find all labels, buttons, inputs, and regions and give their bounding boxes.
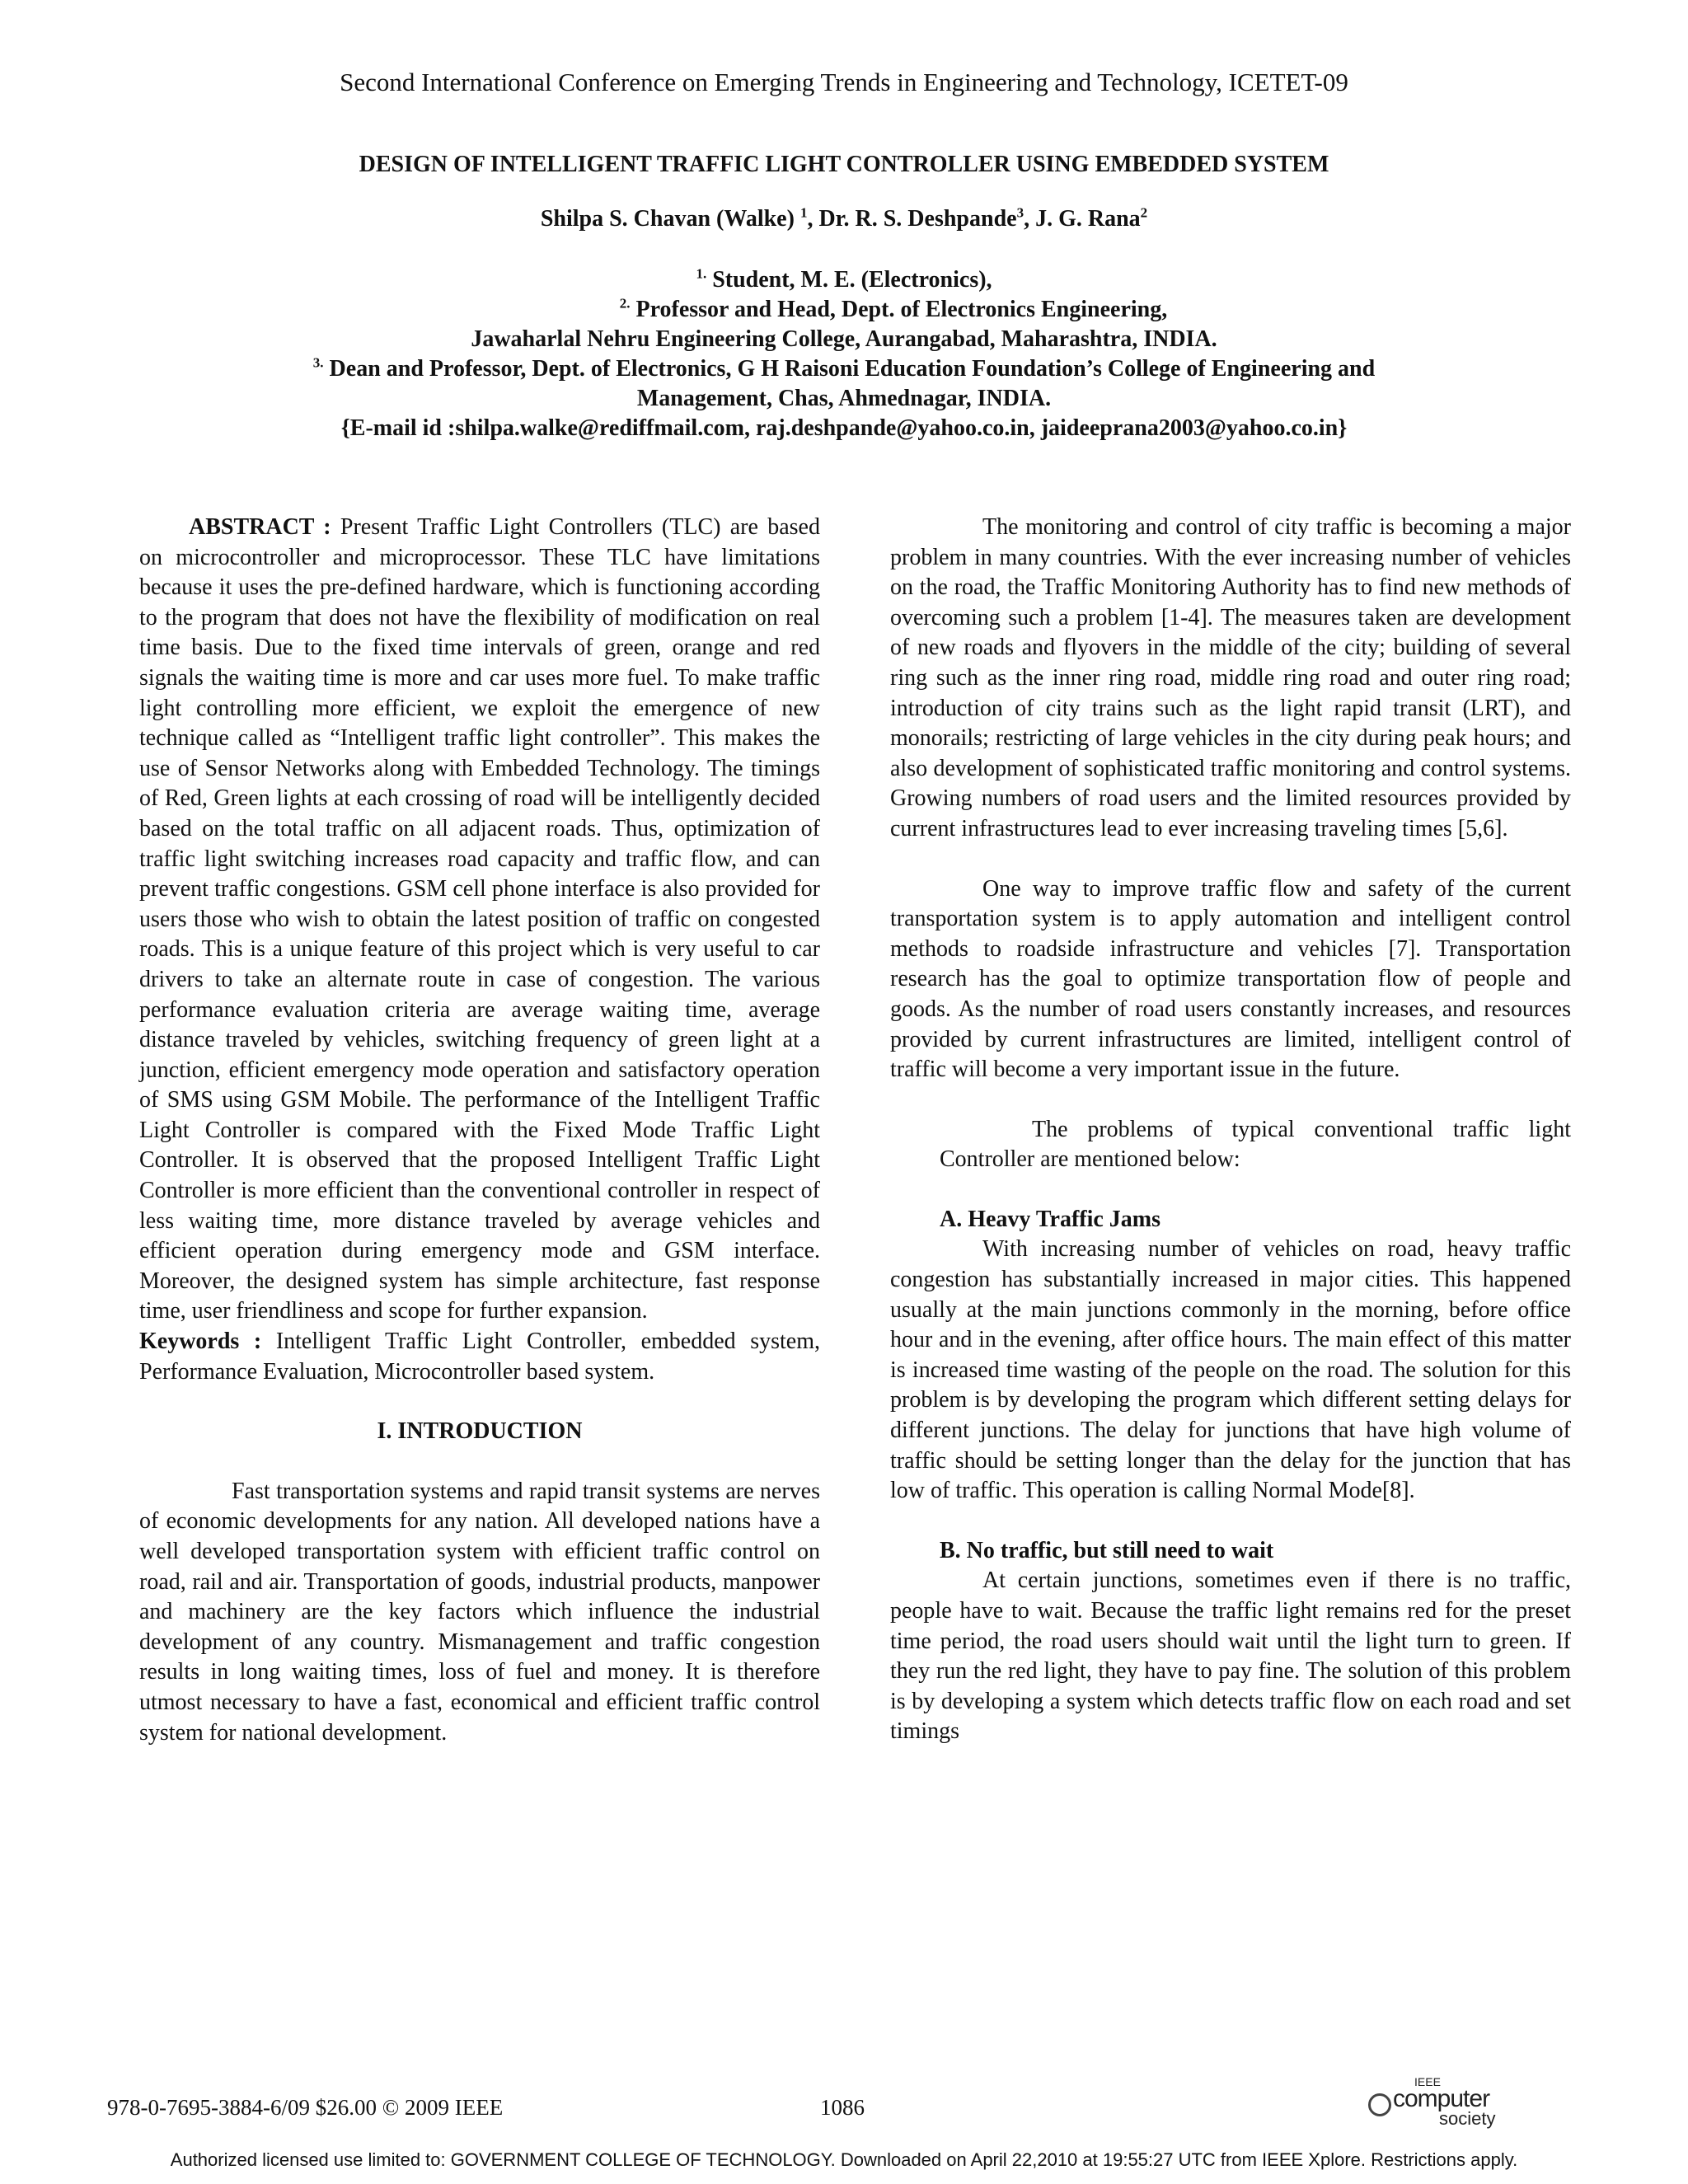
email-line: {E-mail id :shilpa.walke@rediffmail.com, raj.deshpande@yahoo.co.in, jaideeprana2003@yahoo.co.in}	[340, 415, 1348, 441]
introduction-paragraph: Fast transportation systems and rapid transit systems are nerves of economic developments for any nation. All developed nations have a well developed transportation system with efficient traffic control on road, rail and air. Transportation of goods, industrial products, manpower and machinery are the key factors which influence the industrial development of any country. Mismanagement and traffic congestion results in long waiting times, loss of fuel and money. It is therefore utmost necessary to have a fast, economical and efficient traffic control system for national development.	[139, 1478, 820, 1746]
globe-icon	[1368, 2093, 1391, 2116]
affiliation-4-mark: 3.	[312, 354, 324, 371]
left-column	[139, 513, 820, 1748]
author-3: , J. G. Rana	[1024, 206, 1141, 232]
intro-paragraph-3: One way to improve traffic flow and safety of the current transportation system is to apply automation and intelligent control methods to roadside infrastructure and vehicles [7]. Transportation research has the goal to optimize transportation flow of people and goods. As the number of road users constantly increases, and resources provided by current infrastructures are limited, intelligent control of traffic will become a very important issue in the future.	[890, 875, 1571, 1083]
author-2: , Dr. R. S. Deshpande	[807, 206, 1017, 232]
affiliation-1-mark: 1.	[696, 265, 707, 282]
affiliation-2-mark: 2.	[619, 295, 631, 312]
affiliation-2-text: Professor and Head, Dept. of Electronics Engineering,	[630, 297, 1168, 322]
author-1: Shilpa S. Chavan (Walke)	[540, 206, 800, 232]
subsection-a-paragraph: With increasing number of vehicles on road, heavy traffic congestion has substantially increased in major cities. This happened usually at the main junctions commonly in the morning, before office hour and in the evening, after office hours. The main effect of this matter is increased time wasting of the people on the road. The solution for this problem is by developing the program which different setting delays for different junctions. The delay for junctions that have high volume of traffic should be setting longer than the delay for the junction that has low of traffic. This operation is calling Normal Mode[8].	[890, 1236, 1571, 1504]
license-notice: Authorized licensed use limited to: GOVERNMENT COLLEGE OF TECHNOLOGY. Downloaded on April 22,2010 at 19:55:27 UTC from IEEE Xplore. Restrictions apply.	[170, 2149, 1518, 2170]
author-2-mark: 3	[1016, 204, 1025, 221]
ieee-computer-society-logo	[1368, 2075, 1517, 2129]
keywords-text: Intelligent Traffic Light Controller, embedded system, Performance Evaluation, Microcontroller based system.	[139, 1329, 821, 1385]
introduction-heading: I. INTRODUCTION	[377, 1418, 583, 1445]
logo-computer-text: computer	[1393, 2085, 1490, 2112]
abstract-label: ABSTRACT :	[189, 514, 340, 540]
right-column	[890, 513, 1571, 1747]
page-number: 1086	[820, 2095, 865, 2120]
intro-paragraph-4: The problems of typical conventional traffic light Controller are mentioned below:	[940, 1116, 1571, 1173]
logo-society-text: society	[1439, 2108, 1496, 2129]
logo-ieee-text: IEEE	[1414, 2075, 1441, 2088]
affiliation-4-text: Dean and Professor, Dept. of Electronics, G H Raisoni Education Foundation’s College of Engineering and	[323, 356, 1376, 382]
affiliation-5: Management, Chas, Ahmednagar, INDIA.	[636, 386, 1052, 411]
affiliation-1-text: Student, M. E. (Electronics),	[706, 267, 992, 293]
subsection-b-heading: B. No traffic, but still need to wait	[940, 1537, 1274, 1563]
subsection-a-heading: A. Heavy Traffic Jams	[940, 1206, 1161, 1232]
abstract-text: Present Traffic Light Controllers (TLC) are based on microcontroller and microprocessor. These TLC have limitations because it uses the pre-defined hardware, which is functioning according to the program that does not have the flexibility of modification on real time basis. Due to the fixed time intervals of green, orange and red signals the waiting time is more and car uses more fuel. To make traffic light controlling more efficient, we exploit the emergence of new technique called as “Intelligent traffic light controller”. This makes the use of Sensor Networks along with Embedded Technology. The timings of Red, Green lights at each crossing of road will be intelligently decided based on the total traffic on all adjacent roads. Thus, optimization of traffic light switching increases road capacity and traffic flow, and can prevent traffic congestions. GSM cell phone interface is also provided for users those who wish to obtain the latest position of traffic on congested roads. This is a unique feature of this project which is very useful to car drivers to take an alternate route in case of congestion. The various performance evaluation criteria are average waiting time, average distance traveled by vehicles, switching frequency of green light at a junction, efficient emergency mode operation and satisfactory operation of SMS using GSM Mobile. The performance of the Intelligent Traffic Light Controller is compared with the Fixed Mode Traffic Light Controller. It is observed that the proposed Intelligent Traffic Light Controller is more efficient than the conventional controller in respect of less waiting time, more distance traveled by average vehicles and efficient operation during emergency mode and GSM interface. Moreover, the designed system has simple architecture, fast response time, user friendliness and scope for further expansion.	[139, 514, 820, 1324]
author-1-mark: 1	[799, 204, 808, 221]
keywords-label: Keywords :	[139, 1329, 276, 1355]
author-3-mark: 2	[1140, 204, 1148, 221]
subsection-b-paragraph: At certain junctions, sometimes even if there is no traffic, people have to wait. Because the traffic light remains red for the preset time period, the road users should wait until the light turn to green. If they run the red light, they have to pay fine. The solution of this problem is by developing a system which detects traffic flow on each road and set timings	[890, 1568, 1571, 1745]
affiliation-1	[0, 265, 1688, 295]
intro-paragraph-2: The monitoring and control of city traffic is becoming a major problem in many countries. With the ever increasing number of vehicles on the road, the Traffic Monitoring Authority has to find new methods of overcoming such a problem [1-4]. The measures taken are development of new roads and flyovers in the middle of the city; building of several ring such as the inner ring road, middle ring road and outer ring road; introduction of city trains such as the light rapid transit (LRT), and monorails; restricting of large vehicles in the city during peak hours; and also development of sophisticated traffic monitoring and control systems. Growing numbers of road users and the limited resources provided by current infrastructures lead to ever increasing traveling times [5,6].	[890, 514, 1571, 841]
abstract-paragraph	[139, 513, 820, 1327]
keywords-paragraph	[139, 1327, 820, 1387]
author-line	[0, 206, 1688, 232]
affiliation-2	[0, 295, 1688, 325]
affiliation-3: Jawaharlal Nehru Engineering College, Aurangabad, Maharashtra, INDIA.	[471, 326, 1217, 352]
conference-header: Second International Conference on Emerging Trends in Engineering and Technology, ICETET-09	[340, 68, 1348, 96]
affiliation-4	[0, 354, 1688, 384]
footer-isbn: 978-0-7695-3884-6/09 $26.00 © 2009 IEEE	[107, 2095, 504, 2120]
paper-title: DESIGN OF INTELLIGENT TRAFFIC LIGHT CONTROLLER USING EMBEDDED SYSTEM	[359, 152, 1329, 177]
